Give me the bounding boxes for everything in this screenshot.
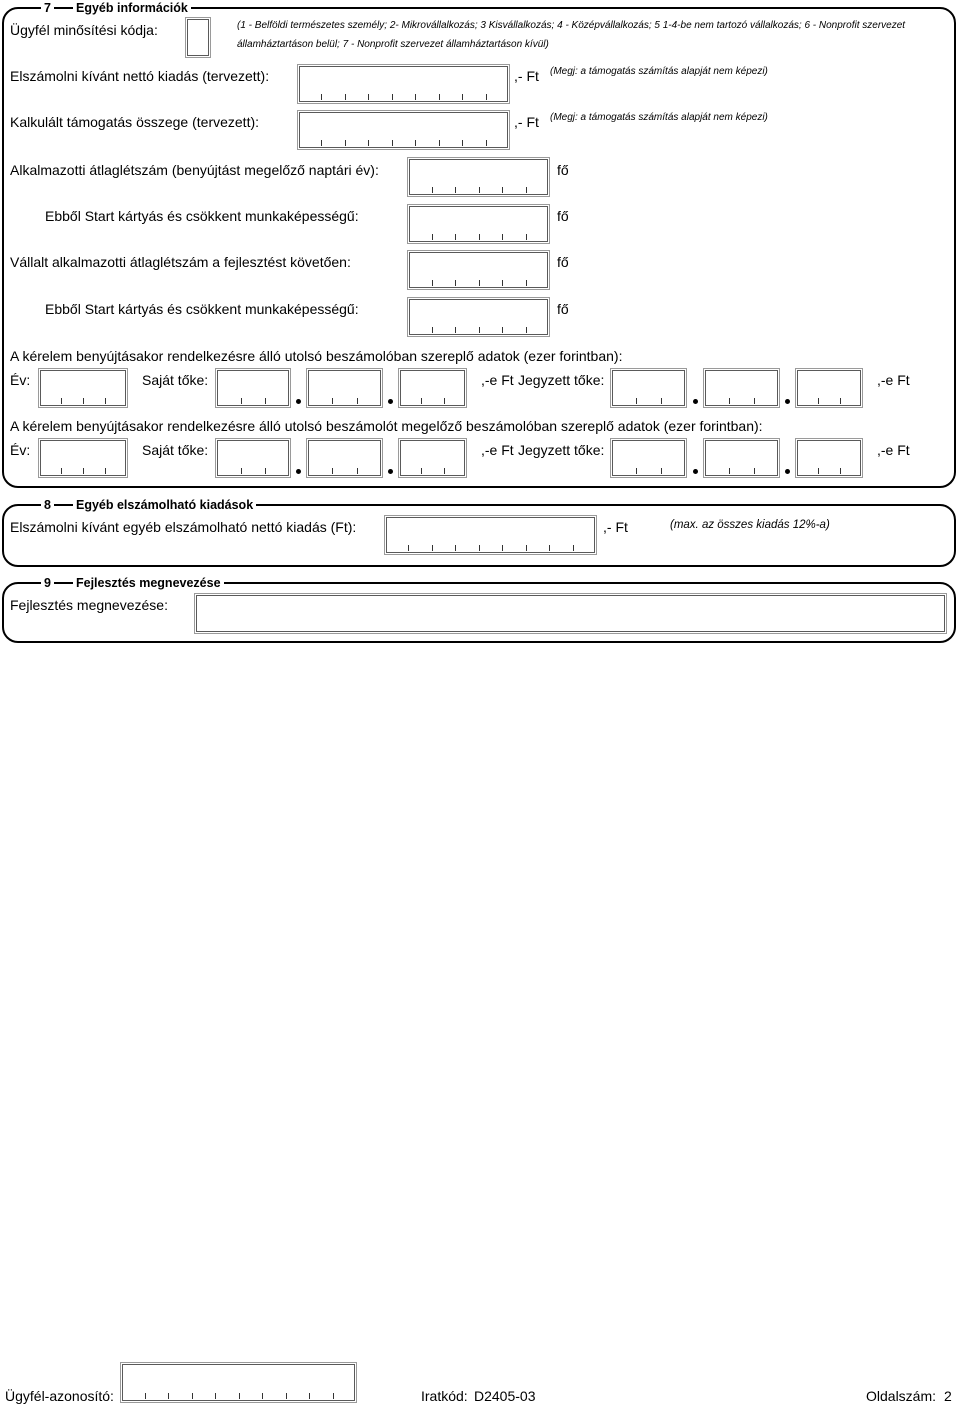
digit-divider	[368, 94, 369, 100]
last-report-equity-field-units[interactable]	[398, 368, 467, 408]
digit-divider	[421, 468, 422, 474]
last-report-subscribed-capital-label: Jegyzett tőke:	[518, 372, 605, 388]
digit-divider	[526, 187, 527, 193]
thousands-separator-dot	[785, 399, 790, 404]
planned-net-expense-note: (Megj: a támogatás számítás alapját nem képezi)	[550, 66, 768, 77]
previous-report-subscribed-capital-field-units[interactable]	[795, 438, 863, 478]
digit-divider	[241, 468, 242, 474]
planned-net-expense-label: Elszámolni kívánt nettó kiadás (tervezett):	[10, 68, 270, 84]
digit-divider	[368, 140, 369, 146]
digit-divider	[526, 280, 527, 286]
digit-divider	[479, 280, 480, 286]
previous-report-equity-field-thousands[interactable]	[306, 438, 383, 478]
last-report-year-label: Év:	[10, 372, 31, 388]
digit-divider	[357, 468, 358, 474]
digit-divider	[502, 280, 503, 286]
section-9-title: Fejlesztés megnevezése	[73, 575, 224, 591]
planned-support-unit: ,- Ft	[514, 114, 539, 130]
digit-divider	[455, 545, 456, 551]
digit-divider	[455, 187, 456, 193]
avg-headcount-start-card-field[interactable]	[407, 204, 550, 244]
committed-headcount-start-card-label: Ebből Start kártyás és csökkent munkaképességű:	[45, 301, 359, 317]
last-report-subscribed-capital-unit: ,-e Ft	[877, 372, 910, 388]
client-qualification-code-field[interactable]	[185, 17, 211, 58]
planned-net-expense-unit: ,- Ft	[514, 68, 539, 84]
section-9-number: 9	[41, 575, 54, 591]
thousands-separator-dot	[693, 399, 698, 404]
digit-divider	[462, 94, 463, 100]
digit-divider	[502, 187, 503, 193]
other-expense-note: (max. az összes kiadás 12%-a)	[670, 519, 830, 531]
last-report-equity-unit: ,-e Ft	[481, 372, 514, 388]
digit-divider	[432, 280, 433, 286]
digit-divider	[444, 398, 445, 404]
committed-headcount-start-card-field[interactable]	[407, 297, 550, 337]
digit-divider	[573, 545, 574, 551]
last-report-equity-field-millions[interactable]	[215, 368, 291, 408]
planned-support-note: (Megj: a támogatás számítás alapját nem képezi)	[550, 112, 768, 123]
digit-divider	[486, 94, 487, 100]
digit-divider	[479, 545, 480, 551]
digit-divider	[502, 545, 503, 551]
digit-divider	[357, 398, 358, 404]
digit-divider	[636, 468, 637, 474]
digit-divider	[818, 398, 819, 404]
avg-headcount-start-card-label: Ebből Start kártyás és csökkent munkaképességű:	[45, 208, 359, 224]
thousands-separator-dot	[388, 399, 393, 404]
development-name-label: Fejlesztés megnevezése:	[10, 597, 168, 613]
digit-divider	[61, 398, 62, 404]
digit-divider	[61, 468, 62, 474]
digit-divider	[661, 398, 662, 404]
digit-divider	[840, 398, 841, 404]
digit-divider	[754, 398, 755, 404]
client-qualification-code-label: Ügyfél minősítési kódja:	[10, 22, 158, 38]
digit-divider	[432, 545, 433, 551]
digit-divider	[105, 468, 106, 474]
digit-divider	[345, 140, 346, 146]
digit-divider	[661, 468, 662, 474]
digit-divider	[729, 468, 730, 474]
digit-divider	[636, 398, 637, 404]
digit-divider	[479, 327, 480, 333]
digit-divider	[754, 468, 755, 474]
last-report-subscribed-capital-field-millions[interactable]	[610, 368, 687, 408]
avg-headcount-field[interactable]	[407, 157, 550, 197]
avg-headcount-label: Alkalmazotti átlaglétszám (benyújtást megelőző naptári év):	[10, 162, 379, 178]
digit-divider	[421, 398, 422, 404]
digit-divider	[439, 140, 440, 146]
digit-divider	[840, 468, 841, 474]
digit-divider	[168, 1393, 169, 1399]
development-name-field[interactable]	[194, 593, 947, 634]
section-7-number: 7	[41, 0, 54, 16]
previous-report-subscribed-capital-label: Jegyzett tőke:	[518, 442, 605, 458]
previous-report-year-field[interactable]	[38, 438, 128, 478]
page-number-label: Oldalszám:	[866, 1388, 937, 1404]
doc-code-value: D2405-03	[474, 1388, 536, 1404]
previous-report-heading: A kérelem benyújtásakor rendelkezésre álló utolsó beszámolót megelőző beszámolóban szereplő adatok (ezer forintban):	[10, 418, 763, 434]
previous-report-equity-label: Saját tőke:	[142, 442, 209, 458]
other-expense-label: Elszámolni kívánt egyéb elszámolható nettó kiadás (Ft):	[10, 519, 357, 535]
digit-divider	[439, 94, 440, 100]
last-report-equity-field-thousands[interactable]	[306, 368, 383, 408]
last-report-year-field[interactable]	[38, 368, 128, 408]
section-7-title: Egyéb információk	[73, 0, 191, 16]
planned-net-expense-field[interactable]	[297, 64, 510, 104]
digit-divider	[333, 1393, 334, 1399]
planned-support-label: Kalkulált támogatás összege (tervezett):	[10, 114, 260, 130]
thousands-separator-dot	[693, 469, 698, 474]
avg-headcount-unit: fő	[557, 162, 569, 178]
previous-report-subscribed-capital-field-thousands[interactable]	[703, 438, 780, 478]
digit-divider	[462, 140, 463, 146]
committed-headcount-unit: fő	[557, 254, 569, 270]
digit-divider	[265, 398, 266, 404]
digit-divider	[321, 94, 322, 100]
previous-report-equity-unit: ,-e Ft	[481, 442, 514, 458]
thousands-separator-dot	[296, 469, 301, 474]
digit-divider	[215, 1393, 216, 1399]
digit-divider	[145, 1393, 146, 1399]
digit-divider	[332, 398, 333, 404]
digit-divider	[432, 327, 433, 333]
committed-headcount-start-card-unit: fő	[557, 301, 569, 317]
client-qualification-code-note-line-1: (1 - Belföldi természetes személy; 2- Mikrovállalkozás; 3 Kisvállalkozás; 4 - Középvállalkozás; 5 1-4-be nem tartozó vállalkozás; 6 - Nonprofit szervezet	[237, 20, 906, 31]
committed-headcount-label: Vállalt alkalmazotti átlaglétszám a fejlesztést követően:	[10, 254, 351, 270]
client-id-label: Ügyfél-azonosító:	[5, 1388, 114, 1404]
thousands-separator-dot	[785, 469, 790, 474]
page-number-value: 2	[944, 1388, 952, 1404]
digit-divider	[408, 545, 409, 551]
digit-divider	[502, 234, 503, 240]
digit-divider	[309, 1393, 310, 1399]
digit-divider	[432, 234, 433, 240]
digit-divider	[239, 1393, 240, 1399]
digit-divider	[392, 140, 393, 146]
digit-divider	[479, 234, 480, 240]
other-expense-unit: ,- Ft	[603, 519, 628, 535]
digit-divider	[83, 468, 84, 474]
digit-divider	[818, 468, 819, 474]
digit-divider	[415, 94, 416, 100]
digit-divider	[486, 140, 487, 146]
digit-divider	[455, 327, 456, 333]
digit-divider	[321, 140, 322, 146]
avg-headcount-start-card-unit: fő	[557, 208, 569, 224]
digit-divider	[432, 187, 433, 193]
previous-report-subscribed-capital-field-millions[interactable]	[610, 438, 687, 478]
digit-divider	[729, 398, 730, 404]
digit-divider	[392, 94, 393, 100]
digit-divider	[526, 545, 527, 551]
digit-divider	[502, 327, 503, 333]
digit-divider	[332, 468, 333, 474]
digit-divider	[83, 398, 84, 404]
digit-divider	[241, 398, 242, 404]
digit-divider	[526, 234, 527, 240]
last-report-subscribed-capital-field-units[interactable]	[795, 368, 863, 408]
previous-report-equity-field-units[interactable]	[398, 438, 467, 478]
digit-divider	[345, 94, 346, 100]
other-expense-field[interactable]	[384, 515, 597, 555]
digit-divider	[192, 1393, 193, 1399]
planned-support-field[interactable]	[297, 110, 510, 150]
digit-divider	[455, 280, 456, 286]
previous-report-subscribed-capital-unit: ,-e Ft	[877, 442, 910, 458]
digit-divider	[455, 234, 456, 240]
previous-report-year-label: Év:	[10, 442, 31, 458]
last-report-equity-label: Saját tőke:	[142, 372, 209, 388]
digit-divider	[286, 1393, 287, 1399]
thousands-separator-dot	[388, 469, 393, 474]
digit-divider	[262, 1393, 263, 1399]
digit-divider	[265, 468, 266, 474]
digit-divider	[444, 468, 445, 474]
previous-report-equity-field-millions[interactable]	[215, 438, 291, 478]
digit-divider	[526, 327, 527, 333]
digit-divider	[549, 545, 550, 551]
client-qualification-code-note-line-2: államháztartáson belül; 7 - Nonprofit szervezet államháztartáson kívül)	[237, 39, 549, 50]
last-report-subscribed-capital-field-thousands[interactable]	[703, 368, 780, 408]
digit-divider	[105, 398, 106, 404]
section-8-title: Egyéb elszámolható kiadások	[73, 497, 256, 513]
committed-headcount-field[interactable]	[407, 250, 550, 290]
client-id-field[interactable]	[120, 1362, 357, 1403]
last-report-heading: A kérelem benyújtásakor rendelkezésre álló utolsó beszámolóban szereplő adatok (ezer forintban):	[10, 348, 623, 364]
doc-code-label: Iratkód:	[421, 1388, 468, 1404]
digit-divider	[415, 140, 416, 146]
thousands-separator-dot	[296, 399, 301, 404]
digit-divider	[479, 187, 480, 193]
section-8-number: 8	[41, 497, 54, 513]
